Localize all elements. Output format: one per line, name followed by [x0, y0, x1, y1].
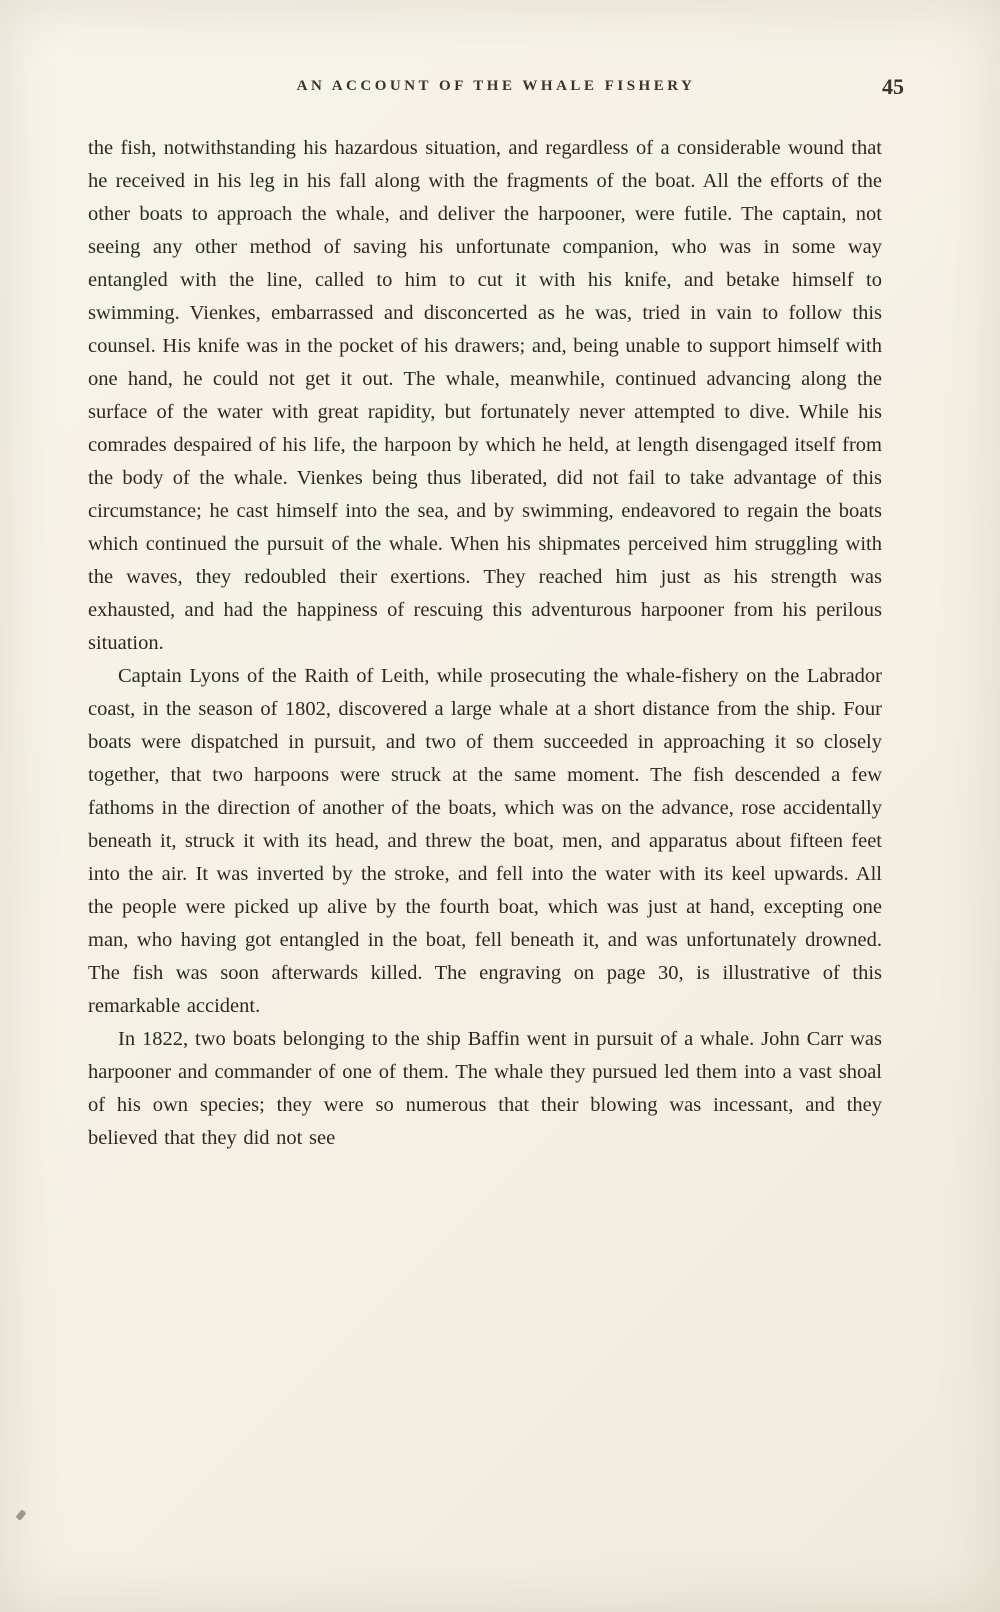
- scan-artifact: [15, 1509, 26, 1521]
- paragraph: the fish, notwithstanding his hazardous situation, and regardless of a considerable wound that he received in his leg in his fall along with the fragments of the boat. All the efforts of the other boats to approach the whale, and deliver the harpooner, were futile. The captain, not seeing any other method of saving his unfortunate companion, who was in some way entangled with the line, called to him to cut it with his knife, and betake himself to swimming. Vienkes, embarrassed and disconcerted as he was, tried in vain to follow this counsel. His knife was in the pocket of his drawers; and, being unable to support himself with one hand, he could not get it out. The whale, meanwhile, continued advancing along the surface of the water with great rapidity, but fortunately never attempted to dive. While his comrades despaired of his life, the harpoon by which he held, at length disengaged itself from the body of the whale. Vienkes being thus liberated, did not fail to take advantage of this circumstance; he cast himself into the sea, and by swimming, endeavored to regain the boats which continued the pursuit of the whale. When his shipmates perceived him struggling with the waves, they redoubled their exertions. They reached him just as his strength was exhausted, and had the happiness of rescuing this adventurous harpooner from his perilous situation.: [88, 137, 882, 654]
- paragraph: In 1822, two boats belonging to the ship Baffin went in pursuit of a whale. John Carr was harpooner and commander of one of them. The whale they pursued led them into a vast shoal of his own species; they were so numerous that their blowing was incessant, and they believed that they did not see: [88, 1028, 882, 1149]
- header-title: AN ACCOUNT OF THE WHALE FISHERY: [296, 78, 696, 94]
- page-number: 45: [882, 74, 904, 99]
- body-text: [88, 132, 882, 1155]
- running-header: [88, 74, 904, 108]
- paragraph: Captain Lyons of the Raith of Leith, while prosecuting the whale-fishery on the Labrador coast, in the season of 1802, discovered a large whale at a short distance from the ship. Four boats were dispatched in pursuit, and two of them succeeded in approaching it so closely together, that two harpoons were struck at the same moment. The fish descended a few fathoms in the direction of another of the boats, which was on the advance, rose accidentally beneath it, struck it with its head, and threw the boat, men, and apparatus about fifteen feet into the air. It was inverted by the stroke, and fell into the water with its keel upwards. All the people were picked up alive by the fourth boat, which was just at hand, excepting one man, who having got entangled in the boat, fell beneath it, and was unfortunately drowned. The fish was soon afterwards killed. The engraving on page 30, is illustrative of this remarkable accident.: [88, 665, 882, 1017]
